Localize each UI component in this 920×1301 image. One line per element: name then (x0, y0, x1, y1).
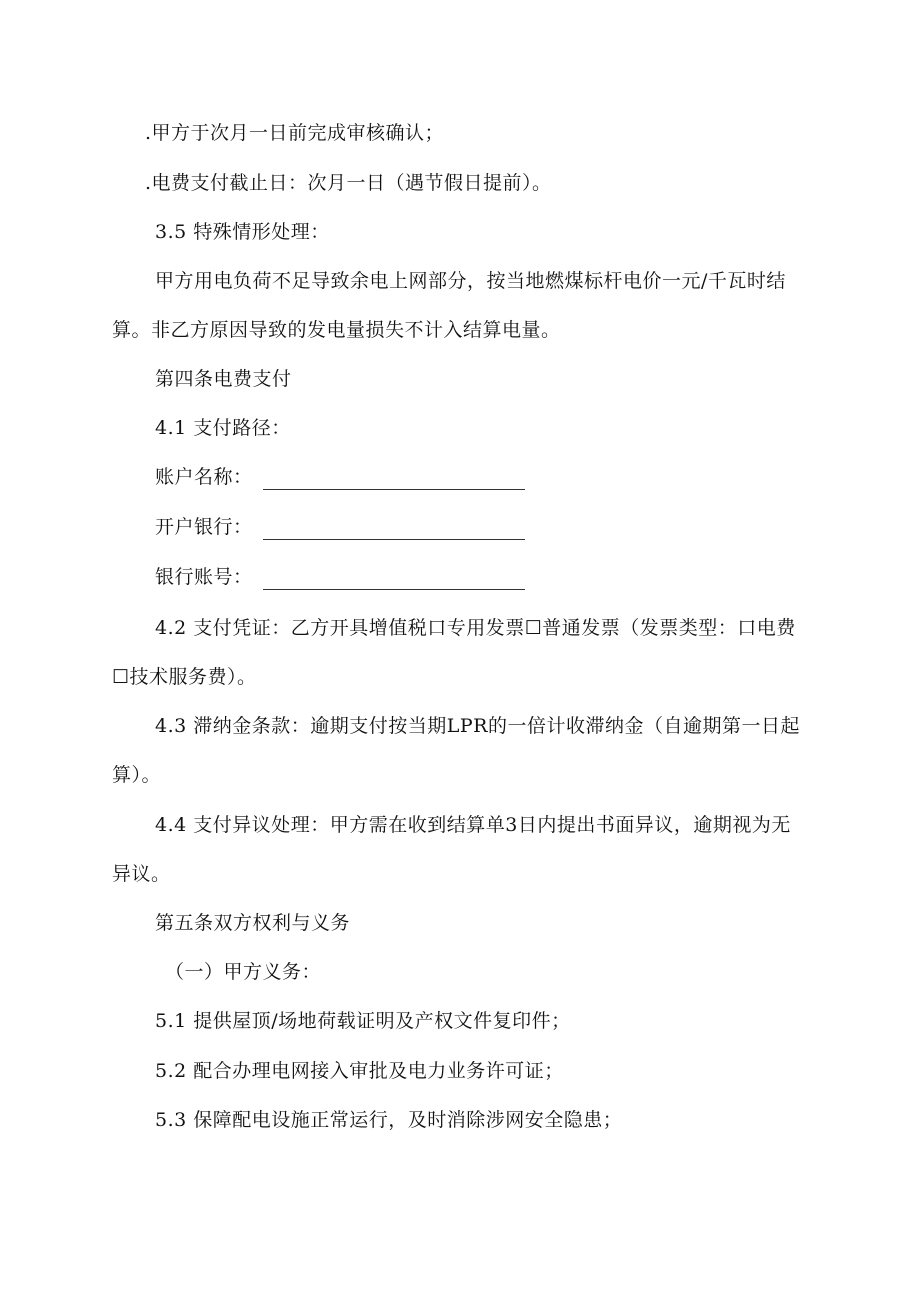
account-name-blank (263, 465, 525, 490)
paragraph-4-3-line-2: 算）。 (112, 764, 162, 786)
item-5-2: 5.2 配合办理电网接入审批及电力业务许可证； (155, 1060, 564, 1082)
paragraph-3-5-line-1: 甲方用电负荷不足导致余电上网部分，按当地燃煤标杆电价一元/千瓦时结 (155, 270, 786, 292)
item-5-3: 5.3 保障配电设施正常运行，及时消除涉网安全隐患； (155, 1109, 623, 1131)
paragraph-4-4-line-2: 异议。 (112, 863, 171, 885)
subheading-party-a-obligations: （一）甲方义务： (165, 961, 322, 983)
account-name-label: 账户名称： (155, 466, 253, 488)
bank-account-label: 银行账号： (155, 566, 253, 588)
item-5-1: 5.1 提供屋顶/场地荷载证明及产权文件复印件； (155, 1010, 571, 1032)
bank-account-blank (263, 565, 525, 590)
paragraph-4-3-line-1: 4.3 滞纳金条款：逾期支付按当期LPR的一倍计收滞纳金（自逾期第一日起 (155, 715, 800, 737)
paragraph-4-4-line-1: 4.4 支付异议处理：甲方需在收到结算单3日内提出书面异议，逾期视为无 (155, 814, 791, 836)
bank-account-row (155, 565, 525, 590)
paragraph-4-2-line-2: ☐技术服务费）。 (112, 666, 257, 688)
bank-name-row (155, 515, 525, 540)
paragraph-4-2-line-1: 4.2 支付凭证：乙方开具增值税口专用发票☐普通发票（发票类型：口电费 (155, 617, 796, 639)
section-heading-4-1: 4.1 支付路径： (155, 417, 291, 439)
bank-name-blank (263, 515, 525, 540)
paragraph-3-5-line-2: 算。非乙方原因导致的发电量损失不计入结算电量。 (112, 319, 561, 341)
text-line-approval: .甲方于次月一日前完成审核确认； (145, 122, 445, 144)
bank-name-label: 开户银行： (155, 516, 253, 538)
article-heading-4: 第四条电费支付 (155, 368, 292, 390)
text-line-payment-deadline: .电费支付截止日：次月一日（遇节假日提前）。 (145, 172, 552, 194)
account-name-row (155, 465, 525, 490)
section-heading-3-5: 3.5 特殊情形处理： (155, 221, 330, 243)
article-heading-5: 第五条双方权利与义务 (155, 912, 351, 934)
